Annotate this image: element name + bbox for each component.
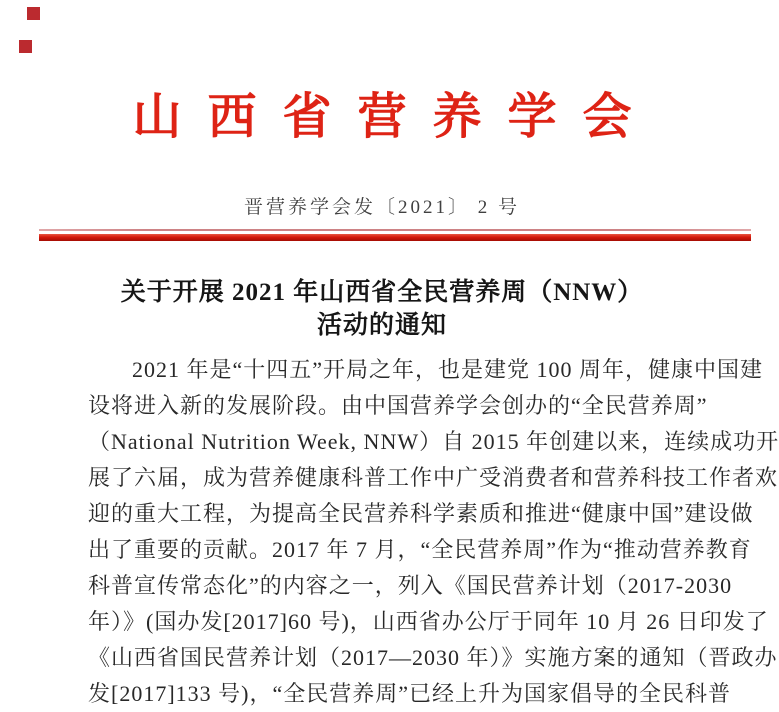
body-line: 2021 年是“十四五”开局之年，也是建党 100 周年，健康中国建 [132,357,764,382]
body-line: 科普宣传常态化”的内容之一，列入《国民营养计划（2017-2030 [88,573,733,598]
notice-title-line-1: 关于开展 2021 年山西省全民营养周（NNW） [120,279,644,306]
document-number: 晋营养学会发〔2021〕 2 号 [243,197,520,218]
body-line: 发[2017]133 号)，“全民营养周”已经上升为国家倡导的全民科普 [88,681,732,706]
body-line: 迎的重大工程，为提高全民营养科学素质和推进“健康中国”建设做 [88,501,754,526]
red-corner-mark [19,40,32,53]
divider-line-thin [39,229,751,231]
body-line: 出了重要的贡献。2017 年 7 月，“全民营养周”作为“推动营养教育 [88,537,752,562]
notice-title [0,276,764,342]
body-line: 展了六届，成为营养健康科普工作中广受消费者和营养科技工作者欢 [88,465,779,490]
body-line: 《山西省国民营养计划（2017—2030 年）》实施方案的通知（晋政办 [88,645,778,670]
letterhead-org-name: 山西省营养学会 [132,89,658,144]
body-line: （National Nutrition Week, NNW）自 2015 年创建以来，连续成功开 [88,429,779,454]
divider-line-thick [39,234,751,241]
body-paragraph [88,352,779,712]
red-corner-mark [27,7,40,20]
body-line: 设将进入新的发展阶段。由中国营养学会创办的“全民营养周” [88,393,708,418]
notice-title-line-2: 活动的通知 [316,312,447,339]
body-line: 年）》(国办发[2017]60 号)，山西省办公厅于同年 10 月 26 日印发了 [88,609,769,634]
